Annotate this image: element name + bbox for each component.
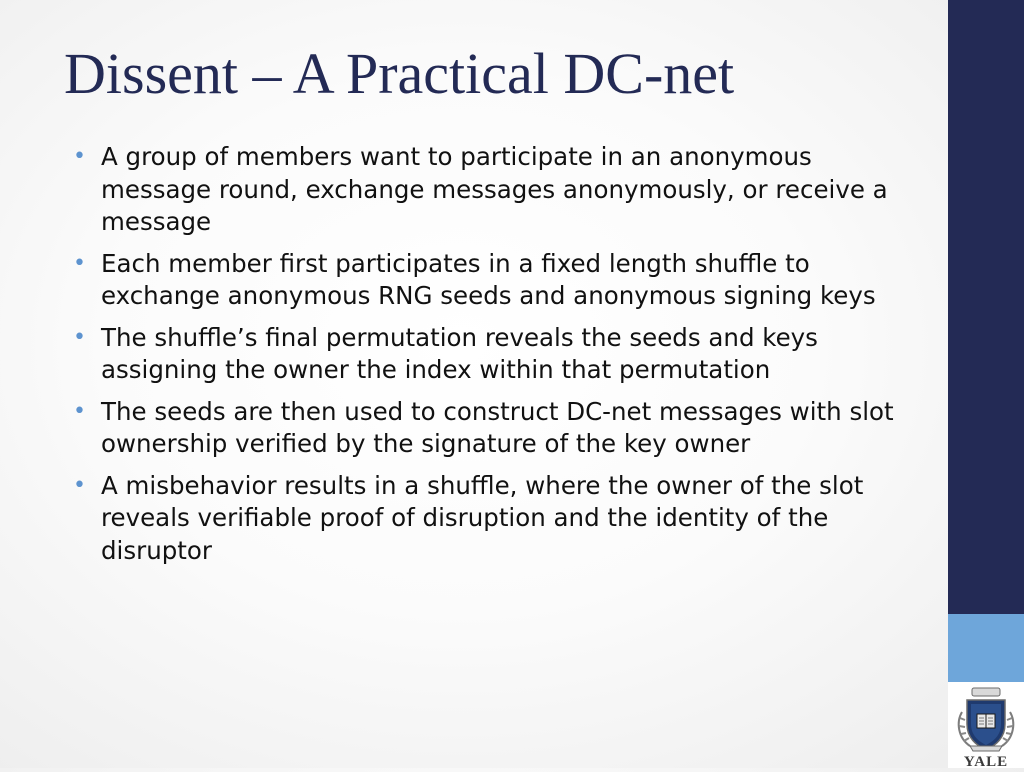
slide-title: Dissent – A Practical DC-net (64, 41, 735, 106)
right-decorative-bar (948, 0, 1024, 768)
yale-logo (950, 684, 1022, 768)
bullet-marker: • (73, 250, 86, 276)
bullet-list (72, 141, 902, 576)
bullet-item (72, 470, 902, 568)
bullet-item (72, 141, 902, 239)
bullet-text: A group of members want to participate in an anonymous message round, exchange messages anonymously, or receive a message (101, 142, 888, 236)
bullet-text: The shuffle’s final permutation reveals the seeds and keys assigning the owner the index within that permutation (101, 322, 818, 384)
bullet-text: Each member first participates in a fixed length shuffle to exchange anonymous RNG seeds and anonymous signing keys (101, 248, 876, 310)
yale-shield-icon (950, 684, 1022, 768)
bullet-text: A misbehavior results in a shuffle, where the owner of the slot reveals verifiable proof of disruption and the identity of the disruptor (101, 470, 864, 565)
bullet-marker: • (73, 472, 86, 498)
bullet-marker: • (73, 324, 86, 350)
bar-light-blue-section (948, 614, 1024, 682)
bar-navy-section (948, 0, 1024, 614)
bullet-text: The seeds are then used to construct DC-net messages with slot ownership verified by the signature of the key owner (101, 396, 894, 458)
bullet-marker: • (73, 144, 86, 169)
yale-wordmark: YALE (963, 754, 1009, 768)
bullet-item (72, 248, 902, 313)
bullet-item (72, 322, 902, 387)
bullet-marker: • (73, 398, 86, 424)
bullet-item (72, 396, 902, 461)
